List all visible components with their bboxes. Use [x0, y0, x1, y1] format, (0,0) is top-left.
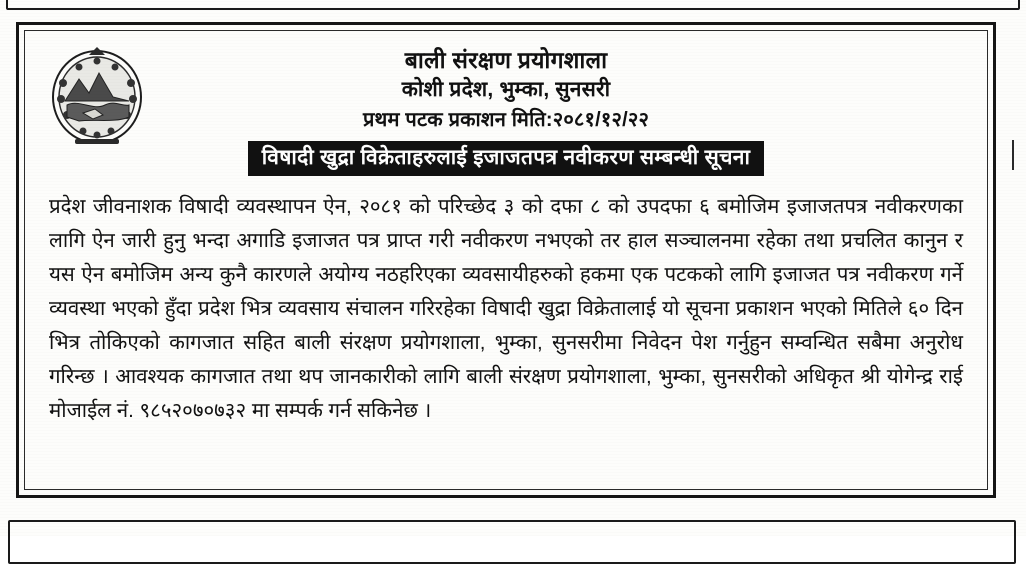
notice-body	[43, 190, 969, 428]
adjacent-notice-frame-right	[1012, 140, 1026, 170]
notice-title-wrap	[43, 141, 969, 176]
adjacent-notice-frame-bottom	[8, 520, 1016, 564]
notice-header	[43, 39, 969, 135]
notice-body-paragraph: प्रदेश जीवनाशक विषादी व्यवस्थापन ऐन, २०८१ को परिच्छेद ३ को दफा ८ को उपदफा ६ बमोजिम इजाजतपत्र नवीकरणका लागि ऐन जारी हुनु भन्दा अगाडि इजाजत पत्र प्राप्त गरी नवीकरण नभएको तर हाल सञ्चालनमा रहेका तथा प्रचलित कानुन र यस ऐन बमोजिम अन्य कुनै कारणले अयोग्य नठहरिएका व्यवसायीहरुको हकमा एक पटकको लागि इजाजत पत्र नवीकरण गर्ने व्यवस्था भएको हुँदा प्रदेश भित्र व्यवसाय संचालन गरिरहेका विषादी खुद्रा विक्रेतालाई यो सूचना प्रकाशन भएको मितिले ६० दिन भित्र तोकिएको कागजात सहित बाली संरक्षण प्रयोगशाला, भुम्का, सुनसरीमा निवेदन पेश गर्नुहुन सम्वन्धित सबैमा अनुरोध गरिन्छ । आवश्यक कागजात तथा थप जानकारीको लागि बाली संरक्षण प्रयोगशाला, भुम्का, सुनसरीको अधिकृत श्री योगेन्द्र राई मोजाईल नं. ९८५२०७०७३२ मा सम्पर्क गर्न सकिनेछ ।	[49, 195, 963, 422]
adjacent-notice-frame-top	[6, 0, 1020, 10]
notice-title: विषादी खुद्रा विक्रेताहरुलाई इजाजतपत्र नवीकरण सम्बन्धी सूचना	[248, 141, 764, 176]
office-name: बाली संरक्षण प्रयोगशाला	[404, 47, 608, 73]
publication-date: प्रथम पटक प्रकाशन मिति:२०८१/१२/२२	[362, 109, 650, 131]
notice-box	[16, 22, 996, 498]
notice-inner-border	[24, 30, 988, 490]
nepal-government-emblem-icon	[45, 39, 149, 151]
office-address: कोशी प्रदेश, भुम्का, सुनसरी	[401, 78, 611, 101]
